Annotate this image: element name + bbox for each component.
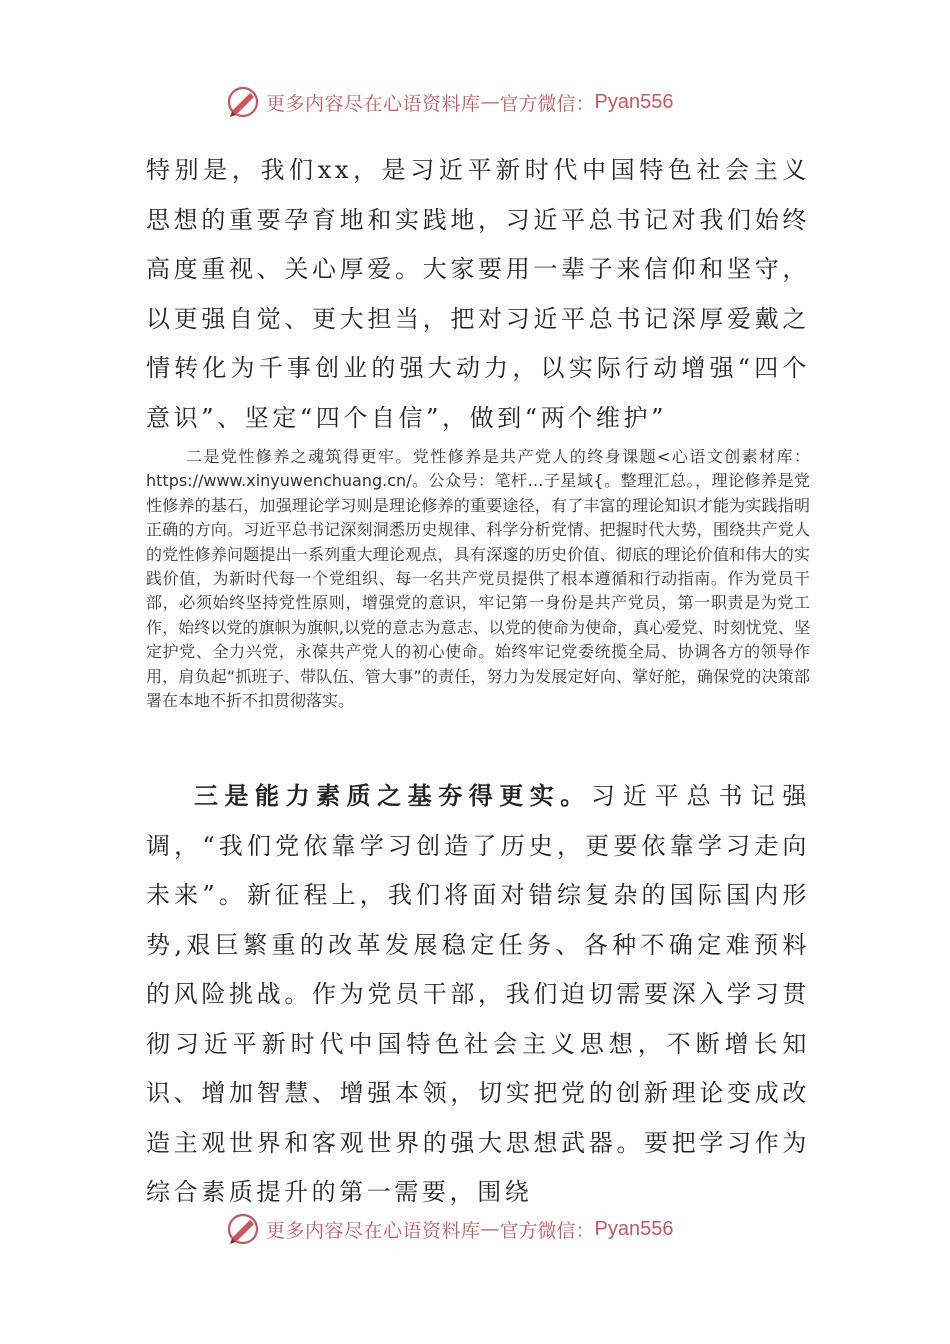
- paragraph-ability-body: 习近平总书记强调，“我们党依靠学习创造了历史，更要依靠学习走向未来”。新征程上，我们将面对错综复杂的国际国内形势,艰巨繁重的改革发展稳定任务、各种不确定难预料的风险挑战。作为党员干部，我们迫切需要深入学习贯彻习近平新时代中国特色社会主义思想，不断增长知识、增加智慧、增强本领，切实把党的创新理论变成改造主观世界和客观世界的强大思想武器。要把学习作为综合素质提升的第一需要，围绕: [146, 782, 810, 1206]
- banner-separator: —: [480, 1218, 500, 1240]
- pen-logo-icon: [226, 1212, 260, 1246]
- banner-wechat-id: Pyan556: [594, 1217, 674, 1240]
- banner-wechat-id: Pyan556: [594, 90, 674, 113]
- header-banner: [226, 84, 674, 120]
- pen-logo-icon: [226, 85, 260, 119]
- paragraph-ability-heading: 三是能力素质之基夯得更实。: [194, 782, 591, 810]
- banner-slogan: 更多内容尽在心语资料库: [266, 92, 481, 115]
- paragraph-party-spirit: 二是党性修养之魂筑得更牢。党性修养是共产党人的终身课题<心语文创素材库：https://www.xinyuwenchuang.cn/。公众号：笔杆…子星域{。整理汇总。，理论修养是党性修养的基石，加强理论学习则是理论修养的重要途径，有了丰富的理论知识才能为实践指明正确的方向。习近平总书记深刻洞悉历史规律、科学分析党情、把握时代大势，围绕共产党人的党性修养问题提出一系列重大理论观点，具有深邃的历史价值、彻底的理论价值和伟大的实践价值，为新时代每一个党组织、每一名共产党员提供了根本遵循和行动指南。作为党员干部，必须始终坚持党性原则，增强党的意识，牢记第一身份是共产党员，第一职责是为党工作，始终以党的旗帜为旗帜,以党的意志为意志、以党的使命为使命，真心爱党、时刻忧党、坚定护党、全力兴党，永葆共产党人的初心使命。始终牢记党委统揽全局、协调各方的领导作用，肩负起“抓班子、带队伍、管大事”的责任，努力为发展定好向、掌好舵，确保党的决策部署在本地不折不扣贯彻落实。: [146, 447, 810, 711]
- footer-banner: [226, 1211, 674, 1247]
- banner-wechat-label: 官方微信：: [499, 1219, 595, 1242]
- banner-slogan: 更多内容尽在心语资料库: [266, 1219, 481, 1242]
- banner-separator: —: [480, 91, 500, 113]
- paragraph-intro: 特别是，我们xx，是习近平新时代中国特色社会主义思想的重要孕育地和实践地，习近平总书记对我们始终高度重视、关心厚爱。大家要用一辈子来信仰和坚守，以更强自觉、更大担当，把对习近平总书记深厚爱戴之情转化为千事创业的强大动力，以实际行动增强“四个意识”、坚定“四个自信”，做到“两个维护”: [146, 156, 810, 432]
- banner-wechat-label: 官方微信：: [499, 92, 595, 115]
- paragraph-ability: [146, 772, 810, 1218]
